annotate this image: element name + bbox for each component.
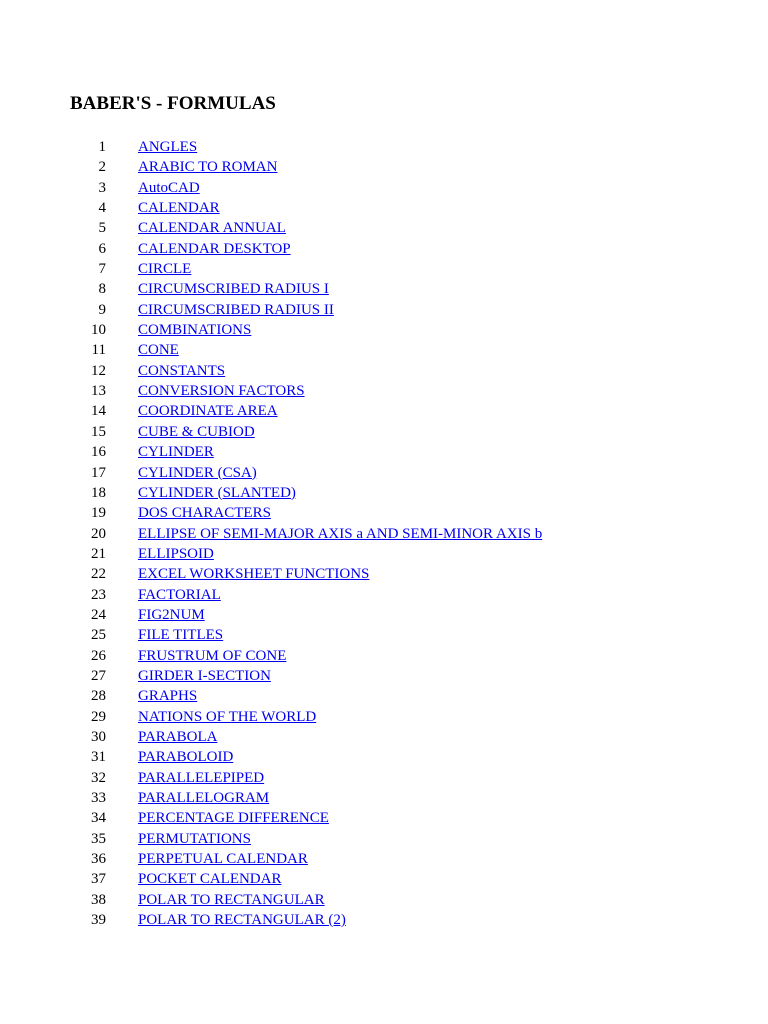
- item-number: 32: [91, 769, 106, 786]
- item-number: 21: [91, 545, 106, 562]
- list-item: [0, 544, 700, 564]
- item-number: 1: [98, 139, 106, 155]
- list-item: [0, 910, 700, 930]
- item-number: 39: [91, 912, 106, 929]
- item-link[interactable]: CIRCUMSCRIBED RADIUS I: [138, 281, 329, 298]
- list-item: [0, 442, 700, 462]
- item-link[interactable]: CYLINDER (SLANTED): [138, 484, 296, 501]
- item-link[interactable]: CALENDAR DESKTOP: [138, 240, 291, 257]
- item-number: 13: [91, 383, 106, 400]
- item-number: 11: [91, 342, 106, 359]
- list-item: [0, 178, 700, 198]
- list-item: [0, 849, 700, 869]
- item-link[interactable]: CYLINDER: [138, 444, 214, 461]
- list-item: [0, 727, 700, 747]
- list-item: [0, 686, 700, 706]
- item-link[interactable]: POLAR TO RECTANGULAR (2): [138, 912, 346, 929]
- item-link[interactable]: EXCEL WORKSHEET FUNCTIONS: [138, 566, 370, 583]
- item-link[interactable]: CONVERSION FACTORS: [138, 383, 305, 400]
- item-link[interactable]: FILE TITLES: [138, 627, 224, 644]
- list-item: [0, 483, 700, 503]
- item-link[interactable]: CALENDAR ANNUAL: [138, 220, 286, 237]
- item-link[interactable]: NATIONS OF THE WORLD: [138, 708, 317, 725]
- list-item: [0, 585, 700, 605]
- item-link[interactable]: COORDINATE AREA: [138, 403, 278, 420]
- item-link[interactable]: FIG2NUM: [138, 606, 205, 623]
- list-item: [0, 768, 700, 788]
- item-link[interactable]: PERPETUAL CALENDAR: [138, 851, 308, 868]
- item-link[interactable]: POLAR TO RECTANGULAR: [138, 891, 325, 908]
- item-link[interactable]: POCKET CALENDAR: [138, 871, 282, 888]
- list-item: [0, 157, 700, 177]
- list-item: [0, 747, 700, 767]
- list-item: [0, 239, 700, 259]
- item-number: 12: [91, 362, 106, 379]
- item-link[interactable]: ELLIPSE OF SEMI-MAJOR AXIS a AND SEMI-MINOR AXIS b: [138, 525, 543, 542]
- item-link[interactable]: CIRCUMSCRIBED RADIUS II: [138, 301, 334, 318]
- item-link[interactable]: PERCENTAGE DIFFERENCE: [138, 810, 329, 827]
- item-number: 36: [91, 851, 106, 868]
- item-number: 15: [91, 423, 106, 440]
- list-item: [0, 808, 700, 828]
- item-link[interactable]: ARABIC TO ROMAN: [138, 159, 278, 176]
- item-number: 10: [91, 322, 106, 339]
- item-number: 38: [91, 891, 106, 908]
- item-link[interactable]: CONE: [138, 342, 179, 359]
- item-link[interactable]: GIRDER I-SECTION: [138, 667, 271, 684]
- list-item: [0, 829, 700, 849]
- item-link[interactable]: COMBINATIONS: [138, 322, 252, 339]
- item-number: 7: [98, 261, 106, 278]
- item-number: 24: [91, 606, 106, 623]
- item-link[interactable]: PARALLELEPIPED: [138, 769, 265, 786]
- item-number: 34: [91, 810, 106, 827]
- list-item: [0, 890, 700, 910]
- item-link[interactable]: CYLINDER (CSA): [138, 464, 257, 481]
- item-link[interactable]: FACTORIAL: [138, 586, 221, 603]
- item-number: 16: [91, 444, 106, 461]
- list-item: [0, 666, 700, 686]
- item-number: 25: [91, 627, 106, 644]
- list-item: [0, 279, 700, 299]
- item-link[interactable]: DOS CHARACTERS: [138, 505, 271, 522]
- list-item: [0, 137, 700, 157]
- item-number: 17: [91, 464, 106, 481]
- item-number: 3: [98, 179, 106, 196]
- list-item: [0, 198, 700, 218]
- item-number: 35: [91, 830, 106, 847]
- list-item: [0, 646, 700, 666]
- list-item: [0, 605, 700, 625]
- list-item: [0, 300, 700, 320]
- item-link[interactable]: PARALLELOGRAM: [138, 790, 270, 806]
- item-number: 33: [91, 790, 106, 806]
- list-item: [0, 218, 700, 238]
- item-number: 23: [91, 586, 106, 603]
- item-link[interactable]: PARABOLA: [138, 728, 218, 745]
- item-number: 26: [91, 647, 106, 664]
- item-link[interactable]: AutoCAD: [138, 179, 200, 196]
- item-number: 27: [91, 667, 106, 684]
- list-item: [0, 381, 700, 401]
- list-item: [0, 503, 700, 523]
- list-item: [0, 463, 700, 483]
- item-link[interactable]: FRUSTRUM OF CONE: [138, 647, 287, 664]
- item-number: 6: [98, 240, 106, 257]
- list-item: [0, 340, 700, 360]
- item-number: 8: [98, 281, 106, 298]
- item-number: 30: [91, 728, 106, 745]
- item-number: 29: [91, 708, 106, 725]
- item-number: 28: [91, 688, 106, 705]
- list-item: [0, 564, 700, 584]
- item-number: 14: [91, 403, 106, 420]
- list-item: [0, 524, 700, 544]
- item-link[interactable]: GRAPHS: [138, 688, 198, 705]
- item-number: 22: [91, 566, 106, 583]
- item-link[interactable]: ELLIPSOID: [138, 545, 214, 562]
- list-item: [0, 625, 700, 645]
- item-number: 31: [91, 749, 106, 766]
- list-item: [0, 788, 700, 808]
- list-item: [0, 259, 700, 279]
- item-link[interactable]: CALENDAR: [138, 200, 220, 217]
- item-number: 19: [91, 505, 106, 522]
- list-item: [0, 707, 700, 727]
- list-item: [0, 869, 700, 889]
- item-number: 18: [91, 484, 106, 501]
- item-number: 2: [98, 159, 106, 176]
- item-number: 37: [91, 871, 106, 888]
- page-title: BABER'S - FORMULAS: [70, 93, 276, 114]
- formula-index-list: [0, 137, 700, 930]
- item-link[interactable]: CIRCLE: [138, 261, 192, 278]
- item-link[interactable]: ANGLES: [138, 139, 198, 155]
- list-item: [0, 361, 700, 381]
- item-number: 20: [91, 525, 106, 542]
- item-link[interactable]: PERMUTATIONS: [138, 830, 251, 847]
- list-item: [0, 422, 700, 442]
- item-link[interactable]: PARABOLOID: [138, 749, 234, 766]
- list-item: [0, 401, 700, 421]
- item-number: 4: [98, 200, 106, 217]
- item-link[interactable]: CUBE & CUBIOD: [138, 423, 255, 440]
- item-link[interactable]: CONSTANTS: [138, 362, 226, 379]
- item-number: 9: [98, 301, 106, 318]
- list-item: [0, 320, 700, 340]
- item-number: 5: [98, 220, 106, 237]
